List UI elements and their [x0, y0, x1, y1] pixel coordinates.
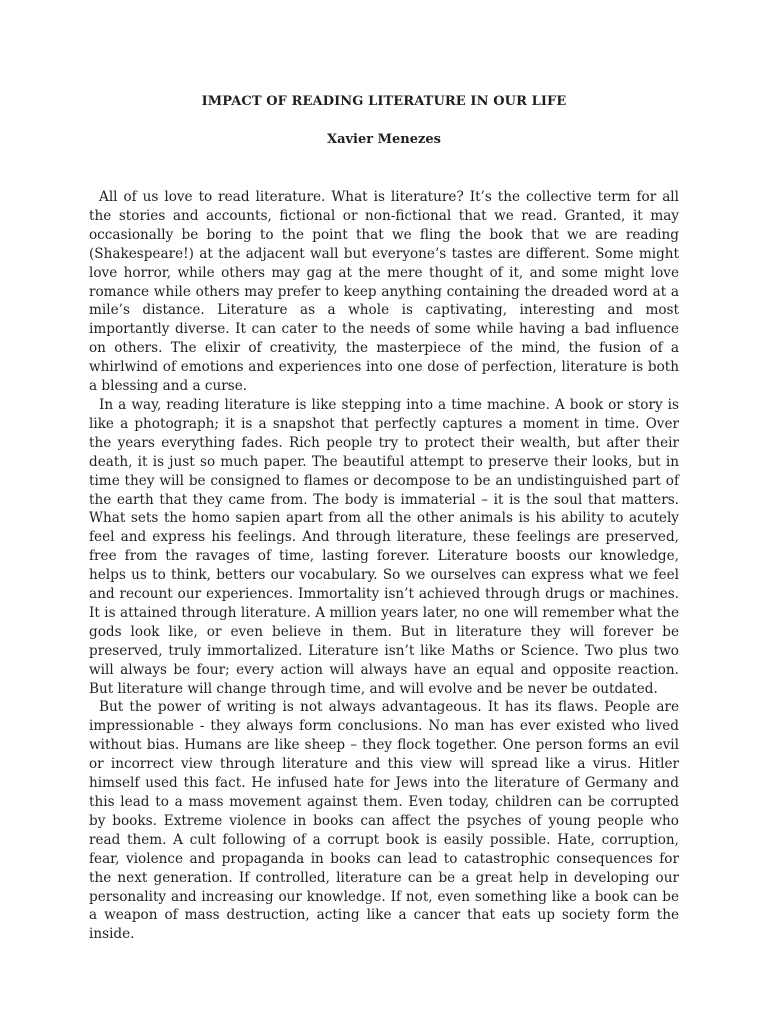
- paragraph: In a way, reading literature is like stepping into a time machine. A book or story is like a photograph; it is a snapshot that perfectly captures a moment in time. Over the years everything fades. Rich people try to protect their wealth, but after their death, it is just so much paper. The beautiful attempt to preserve their looks, but in time they will be consigned to flames or decompose to be an undistinguished part of the earth that they came from. The body is immaterial – it is the soul that matters. What sets the homo sapien apart from all the other animals is his ability to acutely feel and express his feelings. And through literature, these feelings are preserved, free from the ravages of time, lasting forever. Literature boosts our knowledge, helps us to think, betters our vocabulary. So we ourselves can express what we feel and recount our experiences. Immortality isn’t achieved through drugs or machines. It is attained through literature. A million years later, no one will remember what the gods look like, or even believe in them. But in literature they will forever be preserved, truly immortalized. Literature isn’t like Maths or Science. Two plus two will always be four; every action will always have an equal and opposite reaction. But literature will change through time, and will evolve and be never be outdated.: [89, 396, 679, 697]
- paragraph: All of us love to read literature. What is literature? It’s the collective term for all the stories and accounts, fictional or non-fictional that we read. Granted, it may occasionally be boring to the point that we fling the book that we are reading (Shakespeare!) at the adjacent wall but everyone’s tastes are different. Some might love horror, while others may gag at the mere thought of it, and some might love romance while others may prefer to keep anything containing the dreaded word at a mile’s distance. Literature as a whole is captivating, interesting and most importantly diverse. It can cater to the needs of some while having a bad influence on others. The elixir of creativity, the masterpiece of the mind, the fusion of a whirlwind of emotions and experiences into one dose of perfection, literature is both a blessing and a curse.: [89, 189, 679, 395]
- document-page: [89, 88, 679, 944]
- document-author: Xavier Menezes: [326, 132, 441, 147]
- document-title: IMPACT OF READING LITERATURE IN OUR LIFE: [201, 94, 567, 109]
- paragraph: But the power of writing is not always advantageous. It has its flaws. People are impressionable - they always form conclusions. No man has ever existed who lived without bias. Humans are like sheep – they flock together. One person forms an evil or incorrect view through literature and this view will spread like a virus. Hitler himself used this fact. He infused hate for Jews into the literature of Germany and this lead to a mass movement against them. Even today, children can be corrupted by books. Extreme violence in books can affect the psyches of young people who read them. A cult following of a corrupt book is easily possible. Hate, corruption, fear, violence and propaganda in books can lead to catastrophic consequences for the next generation. If controlled, literature can be a great help in developing our personality and increasing our knowledge. If not, even something like a book can be a weapon of mass destruction, acting like a cancer that eats up society form the inside.: [89, 699, 679, 943]
- document-body: [89, 188, 679, 944]
